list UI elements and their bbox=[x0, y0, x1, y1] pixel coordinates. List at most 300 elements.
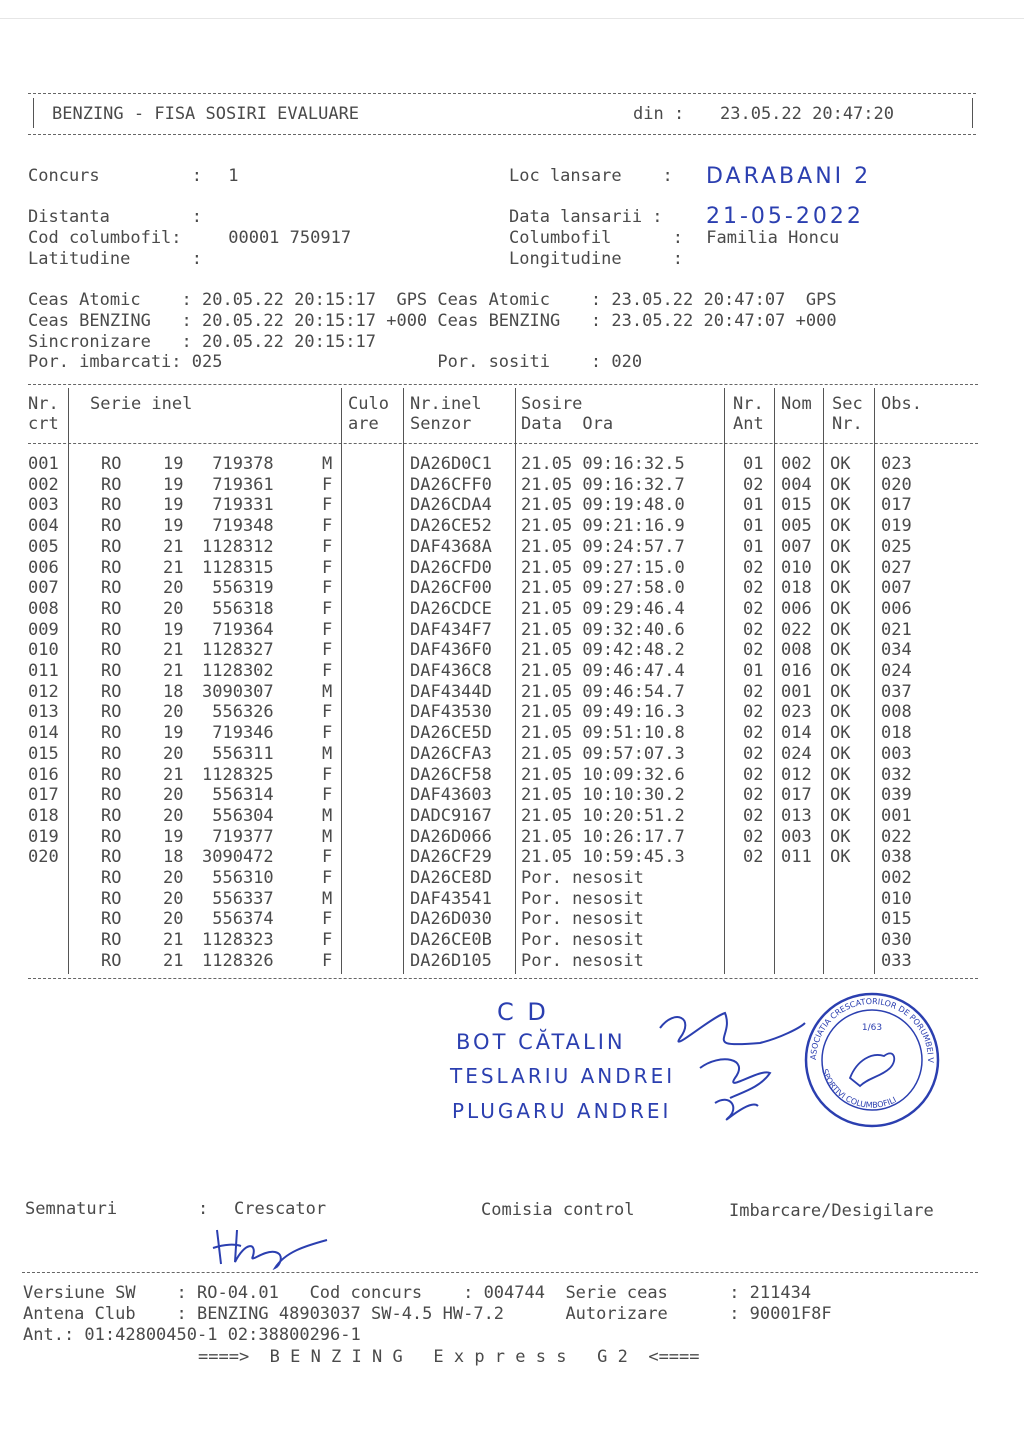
row-arrival: 21.05 09:27:15.0 bbox=[521, 557, 685, 578]
row-nom: 014 bbox=[781, 723, 812, 744]
row-nom: 002 bbox=[781, 454, 812, 474]
row-antenna: 01 bbox=[743, 495, 764, 516]
row-ring-number: 556326 bbox=[212, 702, 274, 723]
row-year: 20 bbox=[163, 805, 184, 826]
row-country: RO bbox=[101, 495, 122, 516]
footer-ant-line: Ant.: 01:42800450-1 02:38800296-1 bbox=[23, 1325, 361, 1345]
row-country: RO bbox=[101, 454, 122, 474]
row-sec: OK bbox=[830, 598, 851, 619]
row-ring-number: 556318 bbox=[212, 598, 274, 619]
row-sec: OK bbox=[830, 536, 851, 557]
table-bottom-border bbox=[28, 978, 978, 979]
row-ring-number: 3090472 bbox=[202, 847, 274, 868]
row-nom: 003 bbox=[781, 826, 812, 847]
concurs-value: 1 bbox=[218, 166, 239, 186]
row-sex: F bbox=[322, 661, 333, 681]
row-year: 21 bbox=[163, 764, 184, 785]
row-country: RO bbox=[101, 474, 122, 495]
row-nr: 011 bbox=[28, 661, 59, 681]
row-sensor-id: DAF4368A bbox=[410, 536, 492, 557]
handwritten-cd: C D bbox=[497, 998, 549, 1026]
imbarcare-label: Imbarcare/Desigilare bbox=[729, 1201, 934, 1221]
row-year: 19 bbox=[163, 495, 184, 516]
row-sensor-id: DAF43603 bbox=[410, 785, 492, 806]
row-sensor-id: DA26D0C1 bbox=[410, 454, 492, 474]
row-nom: 001 bbox=[781, 681, 812, 702]
semnaturi-colon: : bbox=[198, 1199, 209, 1219]
row-sex: F bbox=[322, 930, 333, 951]
row-country: RO bbox=[101, 681, 122, 702]
footer-brand-line: ====> B E N Z I N G E x p r e s s G 2 <==== bbox=[198, 1347, 700, 1367]
row-antenna: 02 bbox=[743, 702, 764, 723]
row-sensor-id: DA26CF29 bbox=[410, 847, 492, 868]
row-arrival: 21.05 09:16:32.7 bbox=[521, 474, 685, 495]
stamp-center-number: 1/63 bbox=[861, 1023, 883, 1033]
row-year: 20 bbox=[163, 578, 184, 599]
row-sec: OK bbox=[830, 702, 851, 723]
row-sec: OK bbox=[830, 619, 851, 640]
row-sensor-id: DA26CDA4 bbox=[410, 495, 492, 516]
row-country: RO bbox=[101, 930, 122, 951]
row-country: RO bbox=[101, 909, 122, 930]
row-obs: 021 bbox=[881, 619, 912, 640]
row-antenna: 02 bbox=[743, 847, 764, 868]
row-ring-number: 719378 bbox=[212, 454, 274, 474]
row-obs: 023 bbox=[881, 454, 912, 474]
pigeon-icon bbox=[850, 1053, 894, 1086]
din-label: din : bbox=[633, 104, 685, 124]
clock-benzing-line: Ceas BENZING : 20.05.22 20:15:17 +000 Ceas BENZING : 23.05.22 20:47:07 +000 bbox=[28, 311, 837, 331]
header-bottom-border bbox=[28, 134, 976, 135]
row-arrival: 21.05 09:16:32.5 bbox=[521, 454, 685, 474]
row-sensor-id: DAF436C8 bbox=[410, 661, 492, 681]
row-nom: 005 bbox=[781, 516, 812, 537]
row-year: 20 bbox=[163, 888, 184, 909]
row-antenna: 02 bbox=[743, 681, 764, 702]
row-obs: 017 bbox=[881, 495, 912, 516]
row-year: 19 bbox=[163, 454, 184, 474]
columbofil-value: Familia Honcu bbox=[696, 228, 840, 248]
pigeon-count-line: Por. imbarcati: 025 Por. sositi : 020 bbox=[28, 352, 643, 372]
row-nom: 012 bbox=[781, 764, 812, 785]
row-arrival: 21.05 10:10:30.2 bbox=[521, 785, 685, 806]
data-lansarii-handwritten: 21-05-2022 bbox=[706, 204, 864, 229]
row-antenna: 02 bbox=[743, 826, 764, 847]
table-top-border bbox=[28, 384, 978, 385]
table-header-separator bbox=[28, 443, 978, 444]
loc-lansare-handwritten: DARABANI 2 bbox=[706, 164, 872, 189]
row-ring-number: 719346 bbox=[212, 723, 274, 744]
header-culoare-bottom: are bbox=[348, 414, 379, 434]
row-sec: OK bbox=[830, 847, 851, 868]
row-year: 18 bbox=[163, 847, 184, 868]
row-arrival: 21.05 09:42:48.2 bbox=[521, 640, 685, 661]
row-sensor-id: DA26D105 bbox=[410, 950, 492, 971]
longitudine-label: Longitudine : bbox=[509, 249, 683, 269]
row-obs: 006 bbox=[881, 598, 912, 619]
row-sec: OK bbox=[830, 681, 851, 702]
row-sex: F bbox=[322, 598, 333, 619]
row-sensor-id: DAF436F0 bbox=[410, 640, 492, 661]
row-country: RO bbox=[101, 805, 122, 826]
row-sec: OK bbox=[830, 557, 851, 578]
row-year: 18 bbox=[163, 681, 184, 702]
header-sec-bottom: Nr. bbox=[832, 414, 863, 434]
row-arrival: 21.05 09:57:07.3 bbox=[521, 743, 685, 764]
header-nrinel-top: Nr.inel bbox=[410, 394, 482, 414]
loc-lansare-label: Loc lansare : bbox=[509, 166, 673, 186]
row-sensor-id: DA26CFD0 bbox=[410, 557, 492, 578]
row-antenna: 02 bbox=[743, 785, 764, 806]
row-obs: 007 bbox=[881, 578, 912, 599]
row-obs: 001 bbox=[881, 805, 912, 826]
row-nom: 007 bbox=[781, 536, 812, 557]
row-sex: M bbox=[322, 805, 333, 826]
row-obs: 003 bbox=[881, 743, 912, 764]
row-nom: 024 bbox=[781, 743, 812, 764]
row-sec: OK bbox=[830, 826, 851, 847]
header-culoare-top: Culo bbox=[348, 394, 389, 414]
row-ring-number: 556314 bbox=[212, 785, 274, 806]
document-title: BENZING - FISA SOSIRI EVALUARE bbox=[52, 104, 360, 124]
row-country: RO bbox=[101, 578, 122, 599]
row-nr: 013 bbox=[28, 702, 59, 723]
row-country: RO bbox=[101, 640, 122, 661]
handwritten-signatures-mark bbox=[640, 998, 820, 1138]
row-arrival: Por. nesosit bbox=[521, 930, 644, 951]
row-ring-number: 719377 bbox=[212, 826, 274, 847]
row-year: 20 bbox=[163, 785, 184, 806]
row-arrival: 21.05 10:26:17.7 bbox=[521, 826, 685, 847]
row-sec: OK bbox=[830, 578, 851, 599]
row-ring-number: 719348 bbox=[212, 516, 274, 537]
row-nr: 003 bbox=[28, 495, 59, 516]
row-sex: F bbox=[322, 723, 333, 744]
row-obs: 032 bbox=[881, 764, 912, 785]
row-arrival: 21.05 09:21:16.9 bbox=[521, 516, 685, 537]
row-sensor-id: DA26CE8D bbox=[410, 868, 492, 888]
row-nom: 018 bbox=[781, 578, 812, 599]
row-sex: M bbox=[322, 681, 333, 702]
row-obs: 022 bbox=[881, 826, 912, 847]
header-nr-bottom: crt bbox=[28, 414, 59, 434]
header-nr-top: Nr. bbox=[28, 394, 59, 414]
row-country: RO bbox=[101, 868, 122, 888]
row-sec: OK bbox=[830, 805, 851, 826]
row-ring-number: 556374 bbox=[212, 909, 274, 930]
row-antenna: 01 bbox=[743, 536, 764, 557]
row-year: 21 bbox=[163, 557, 184, 578]
row-ring-number: 3090307 bbox=[202, 681, 274, 702]
row-nr: 020 bbox=[28, 847, 59, 868]
row-nr: 014 bbox=[28, 723, 59, 744]
row-sensor-id: DAF4344D bbox=[410, 681, 492, 702]
row-obs: 008 bbox=[881, 702, 912, 723]
row-sec: OK bbox=[830, 516, 851, 537]
row-antenna: 02 bbox=[743, 764, 764, 785]
row-nr: 006 bbox=[28, 557, 59, 578]
row-arrival: 21.05 10:20:51.2 bbox=[521, 805, 685, 826]
row-obs: 019 bbox=[881, 516, 912, 537]
stamp-seal-icon bbox=[802, 990, 942, 1130]
row-antenna: 02 bbox=[743, 557, 764, 578]
row-country: RO bbox=[101, 619, 122, 640]
crescator-label: Crescator bbox=[234, 1199, 327, 1219]
header-right-border bbox=[972, 98, 973, 128]
row-obs: 010 bbox=[881, 888, 912, 909]
row-year: 20 bbox=[163, 702, 184, 723]
row-sec: OK bbox=[830, 454, 851, 474]
row-country: RO bbox=[101, 557, 122, 578]
row-arrival: 21.05 09:24:57.7 bbox=[521, 536, 685, 557]
header-nrinel-bottom: Senzor bbox=[410, 414, 472, 434]
page-top-edge bbox=[0, 18, 1024, 19]
row-sensor-id: DA26CF00 bbox=[410, 578, 492, 599]
header-ant-top: Nr. bbox=[733, 394, 764, 414]
clock-atomic-line: Ceas Atomic : 20.05.22 20:15:17 GPS Ceas Atomic : 23.05.22 20:47:07 GPS bbox=[28, 290, 837, 310]
distanta-label: Distanta : bbox=[28, 207, 202, 227]
row-country: RO bbox=[101, 536, 122, 557]
header-sosire-top: Sosire bbox=[521, 394, 583, 414]
row-arrival: Por. nesosit bbox=[521, 868, 644, 888]
row-sec: OK bbox=[830, 640, 851, 661]
row-arrival: 21.05 10:09:32.6 bbox=[521, 764, 685, 785]
row-sensor-id: DAF43530 bbox=[410, 702, 492, 723]
row-nom: 016 bbox=[781, 661, 812, 681]
row-sec: OK bbox=[830, 723, 851, 744]
row-obs: 039 bbox=[881, 785, 912, 806]
row-nr: 004 bbox=[28, 516, 59, 537]
row-year: 19 bbox=[163, 723, 184, 744]
row-sex: F bbox=[322, 536, 333, 557]
row-sensor-id: DA26D030 bbox=[410, 909, 492, 930]
row-sensor-id: DADC9167 bbox=[410, 805, 492, 826]
row-nr: 009 bbox=[28, 619, 59, 640]
row-obs: 030 bbox=[881, 930, 912, 951]
row-nom: 008 bbox=[781, 640, 812, 661]
row-year: 20 bbox=[163, 743, 184, 764]
row-ring-number: 1128327 bbox=[202, 640, 274, 661]
sync-line: Sincronizare : 20.05.22 20:15:17 bbox=[28, 332, 376, 352]
header-nom: Nom bbox=[781, 394, 812, 414]
stamp-text-bottom: SPORTIVI COLUMBOFILI bbox=[820, 1067, 898, 1110]
row-nom: 015 bbox=[781, 495, 812, 516]
row-antenna: 02 bbox=[743, 640, 764, 661]
header-obs: Obs. bbox=[881, 394, 922, 414]
row-ring-number: 556304 bbox=[212, 805, 274, 826]
row-sex: F bbox=[322, 764, 333, 785]
row-sensor-id: DA26CE5D bbox=[410, 723, 492, 744]
row-sec: OK bbox=[830, 785, 851, 806]
row-obs: 015 bbox=[881, 909, 912, 930]
row-sec: OK bbox=[830, 743, 851, 764]
row-country: RO bbox=[101, 785, 122, 806]
row-nr: 018 bbox=[28, 805, 59, 826]
row-ring-number: 556311 bbox=[212, 743, 274, 764]
row-year: 20 bbox=[163, 598, 184, 619]
row-year: 21 bbox=[163, 640, 184, 661]
row-nr: 005 bbox=[28, 536, 59, 557]
row-sensor-id: DA26D066 bbox=[410, 826, 492, 847]
latitudine-label: Latitudine : bbox=[28, 249, 202, 269]
row-antenna: 02 bbox=[743, 474, 764, 495]
row-arrival: 21.05 10:59:45.3 bbox=[521, 847, 685, 868]
row-year: 21 bbox=[163, 536, 184, 557]
row-ring-number: 556337 bbox=[212, 888, 274, 909]
row-obs: 024 bbox=[881, 661, 912, 681]
row-year: 19 bbox=[163, 619, 184, 640]
row-sensor-id: DA26CFF0 bbox=[410, 474, 492, 495]
row-year: 19 bbox=[163, 474, 184, 495]
row-year: 19 bbox=[163, 516, 184, 537]
row-obs: 002 bbox=[881, 868, 912, 888]
handwritten-name-2: TESLARIU ANDREI bbox=[450, 1064, 676, 1088]
row-nr: 007 bbox=[28, 578, 59, 599]
row-nr: 010 bbox=[28, 640, 59, 661]
row-country: RO bbox=[101, 516, 122, 537]
cod-columbofil-label: Cod columbofil: bbox=[28, 228, 182, 248]
row-ring-number: 719361 bbox=[212, 474, 274, 495]
row-nr: 001 bbox=[28, 454, 59, 474]
row-arrival: 21.05 09:29:46.4 bbox=[521, 598, 685, 619]
data-lansarii-label: Data lansarii : bbox=[509, 207, 663, 227]
row-sex: F bbox=[322, 516, 333, 537]
row-antenna: 01 bbox=[743, 516, 764, 537]
row-ring-number: 1128312 bbox=[202, 536, 274, 557]
handwritten-name-1: BOT CĂTALIN bbox=[456, 1030, 626, 1054]
footer-antena-line: Antena Club : BENZING 48903037 SW-4.5 HW-7.2 Autorizare : 90001F8F bbox=[23, 1304, 832, 1324]
crescator-signature-mark bbox=[205, 1222, 335, 1270]
row-arrival: 21.05 09:51:10.8 bbox=[521, 723, 685, 744]
row-arrival: 21.05 09:19:48.0 bbox=[521, 495, 685, 516]
row-sec: OK bbox=[830, 764, 851, 785]
row-sex: F bbox=[322, 557, 333, 578]
row-sex: F bbox=[322, 785, 333, 806]
row-sensor-id: DA26CE0B bbox=[410, 930, 492, 951]
row-sex: F bbox=[322, 495, 333, 516]
row-sex: M bbox=[322, 888, 333, 909]
row-nom: 010 bbox=[781, 557, 812, 578]
row-country: RO bbox=[101, 888, 122, 909]
comisia-label: Comisia control bbox=[481, 1200, 635, 1220]
row-nom: 006 bbox=[781, 598, 812, 619]
header-sosire-bottom: Data Ora bbox=[521, 414, 614, 434]
row-obs: 027 bbox=[881, 557, 912, 578]
row-ring-number: 1128315 bbox=[202, 557, 274, 578]
row-sensor-id: DAF434F7 bbox=[410, 619, 492, 640]
row-nr: 015 bbox=[28, 743, 59, 764]
row-country: RO bbox=[101, 847, 122, 868]
row-year: 21 bbox=[163, 950, 184, 971]
row-ring-number: 556310 bbox=[212, 868, 274, 888]
row-ring-number: 1128326 bbox=[202, 950, 274, 971]
row-country: RO bbox=[101, 598, 122, 619]
row-country: RO bbox=[101, 723, 122, 744]
row-ring-number: 1128323 bbox=[202, 930, 274, 951]
row-antenna: 02 bbox=[743, 578, 764, 599]
row-sex: F bbox=[322, 950, 333, 971]
concurs-label: Concurs : bbox=[28, 166, 202, 186]
row-sex: F bbox=[322, 702, 333, 723]
row-obs: 038 bbox=[881, 847, 912, 868]
semnaturi-label: Semnaturi bbox=[25, 1199, 118, 1219]
row-sensor-id: DA26CE52 bbox=[410, 516, 492, 537]
row-sec: OK bbox=[830, 495, 851, 516]
row-sex: F bbox=[322, 640, 333, 661]
row-sex: M bbox=[322, 826, 333, 847]
row-country: RO bbox=[101, 826, 122, 847]
row-arrival: 21.05 09:27:58.0 bbox=[521, 578, 685, 599]
row-antenna: 01 bbox=[743, 661, 764, 681]
footer-top-border bbox=[22, 1272, 978, 1273]
row-arrival: 21.05 09:49:16.3 bbox=[521, 702, 685, 723]
row-sec: OK bbox=[830, 661, 851, 681]
row-nr: 008 bbox=[28, 598, 59, 619]
row-year: 20 bbox=[163, 868, 184, 888]
row-country: RO bbox=[101, 764, 122, 785]
row-sensor-id: DA26CDCE bbox=[410, 598, 492, 619]
row-obs: 018 bbox=[881, 723, 912, 744]
header-top-border bbox=[28, 93, 976, 94]
header-left-border bbox=[33, 98, 34, 128]
row-sex: M bbox=[322, 454, 333, 474]
row-nom: 013 bbox=[781, 805, 812, 826]
row-country: RO bbox=[101, 743, 122, 764]
row-nom: 023 bbox=[781, 702, 812, 723]
stamp-text-top: ASOCIATIA CRESCATORILOR DE PORUMBEI V bbox=[808, 996, 936, 1063]
row-arrival: Por. nesosit bbox=[521, 909, 644, 930]
columbofil-label: Columbofil : bbox=[509, 228, 683, 248]
row-ring-number: 1128302 bbox=[202, 661, 274, 681]
row-year: 20 bbox=[163, 909, 184, 930]
row-obs: 020 bbox=[881, 474, 912, 495]
din-value: 23.05.22 20:47:20 bbox=[720, 104, 894, 124]
row-nom: 022 bbox=[781, 619, 812, 640]
row-antenna: 02 bbox=[743, 723, 764, 744]
row-ring-number: 719364 bbox=[212, 619, 274, 640]
row-nr: 002 bbox=[28, 474, 59, 495]
row-sensor-id: DA26CF58 bbox=[410, 764, 492, 785]
row-sec: OK bbox=[830, 474, 851, 495]
row-arrival: 21.05 09:46:47.4 bbox=[521, 661, 685, 681]
row-antenna: 01 bbox=[743, 454, 764, 474]
row-antenna: 02 bbox=[743, 805, 764, 826]
row-year: 19 bbox=[163, 826, 184, 847]
row-antenna: 02 bbox=[743, 598, 764, 619]
header-ant-bottom: Ant bbox=[733, 414, 764, 434]
row-nr: 016 bbox=[28, 764, 59, 785]
row-nom: 011 bbox=[781, 847, 812, 868]
header-serie-inel: Serie inel bbox=[90, 394, 193, 414]
row-ring-number: 719331 bbox=[212, 495, 274, 516]
handwritten-name-3: PLUGARU ANDREI bbox=[452, 1099, 672, 1123]
row-year: 21 bbox=[163, 661, 184, 681]
row-sex: F bbox=[322, 578, 333, 599]
row-country: RO bbox=[101, 702, 122, 723]
row-arrival: 21.05 09:46:54.7 bbox=[521, 681, 685, 702]
row-sensor-id: DA26CFA3 bbox=[410, 743, 492, 764]
row-country: RO bbox=[101, 950, 122, 971]
header-sec-top: Sec bbox=[832, 394, 863, 414]
row-arrival: 21.05 09:32:40.6 bbox=[521, 619, 685, 640]
table-body bbox=[0, 454, 1000, 974]
row-ring-number: 556319 bbox=[212, 578, 274, 599]
row-sensor-id: DAF43541 bbox=[410, 888, 492, 909]
row-arrival: Por. nesosit bbox=[521, 950, 644, 971]
row-nr: 012 bbox=[28, 681, 59, 702]
row-nr: 017 bbox=[28, 785, 59, 806]
row-sex: F bbox=[322, 619, 333, 640]
